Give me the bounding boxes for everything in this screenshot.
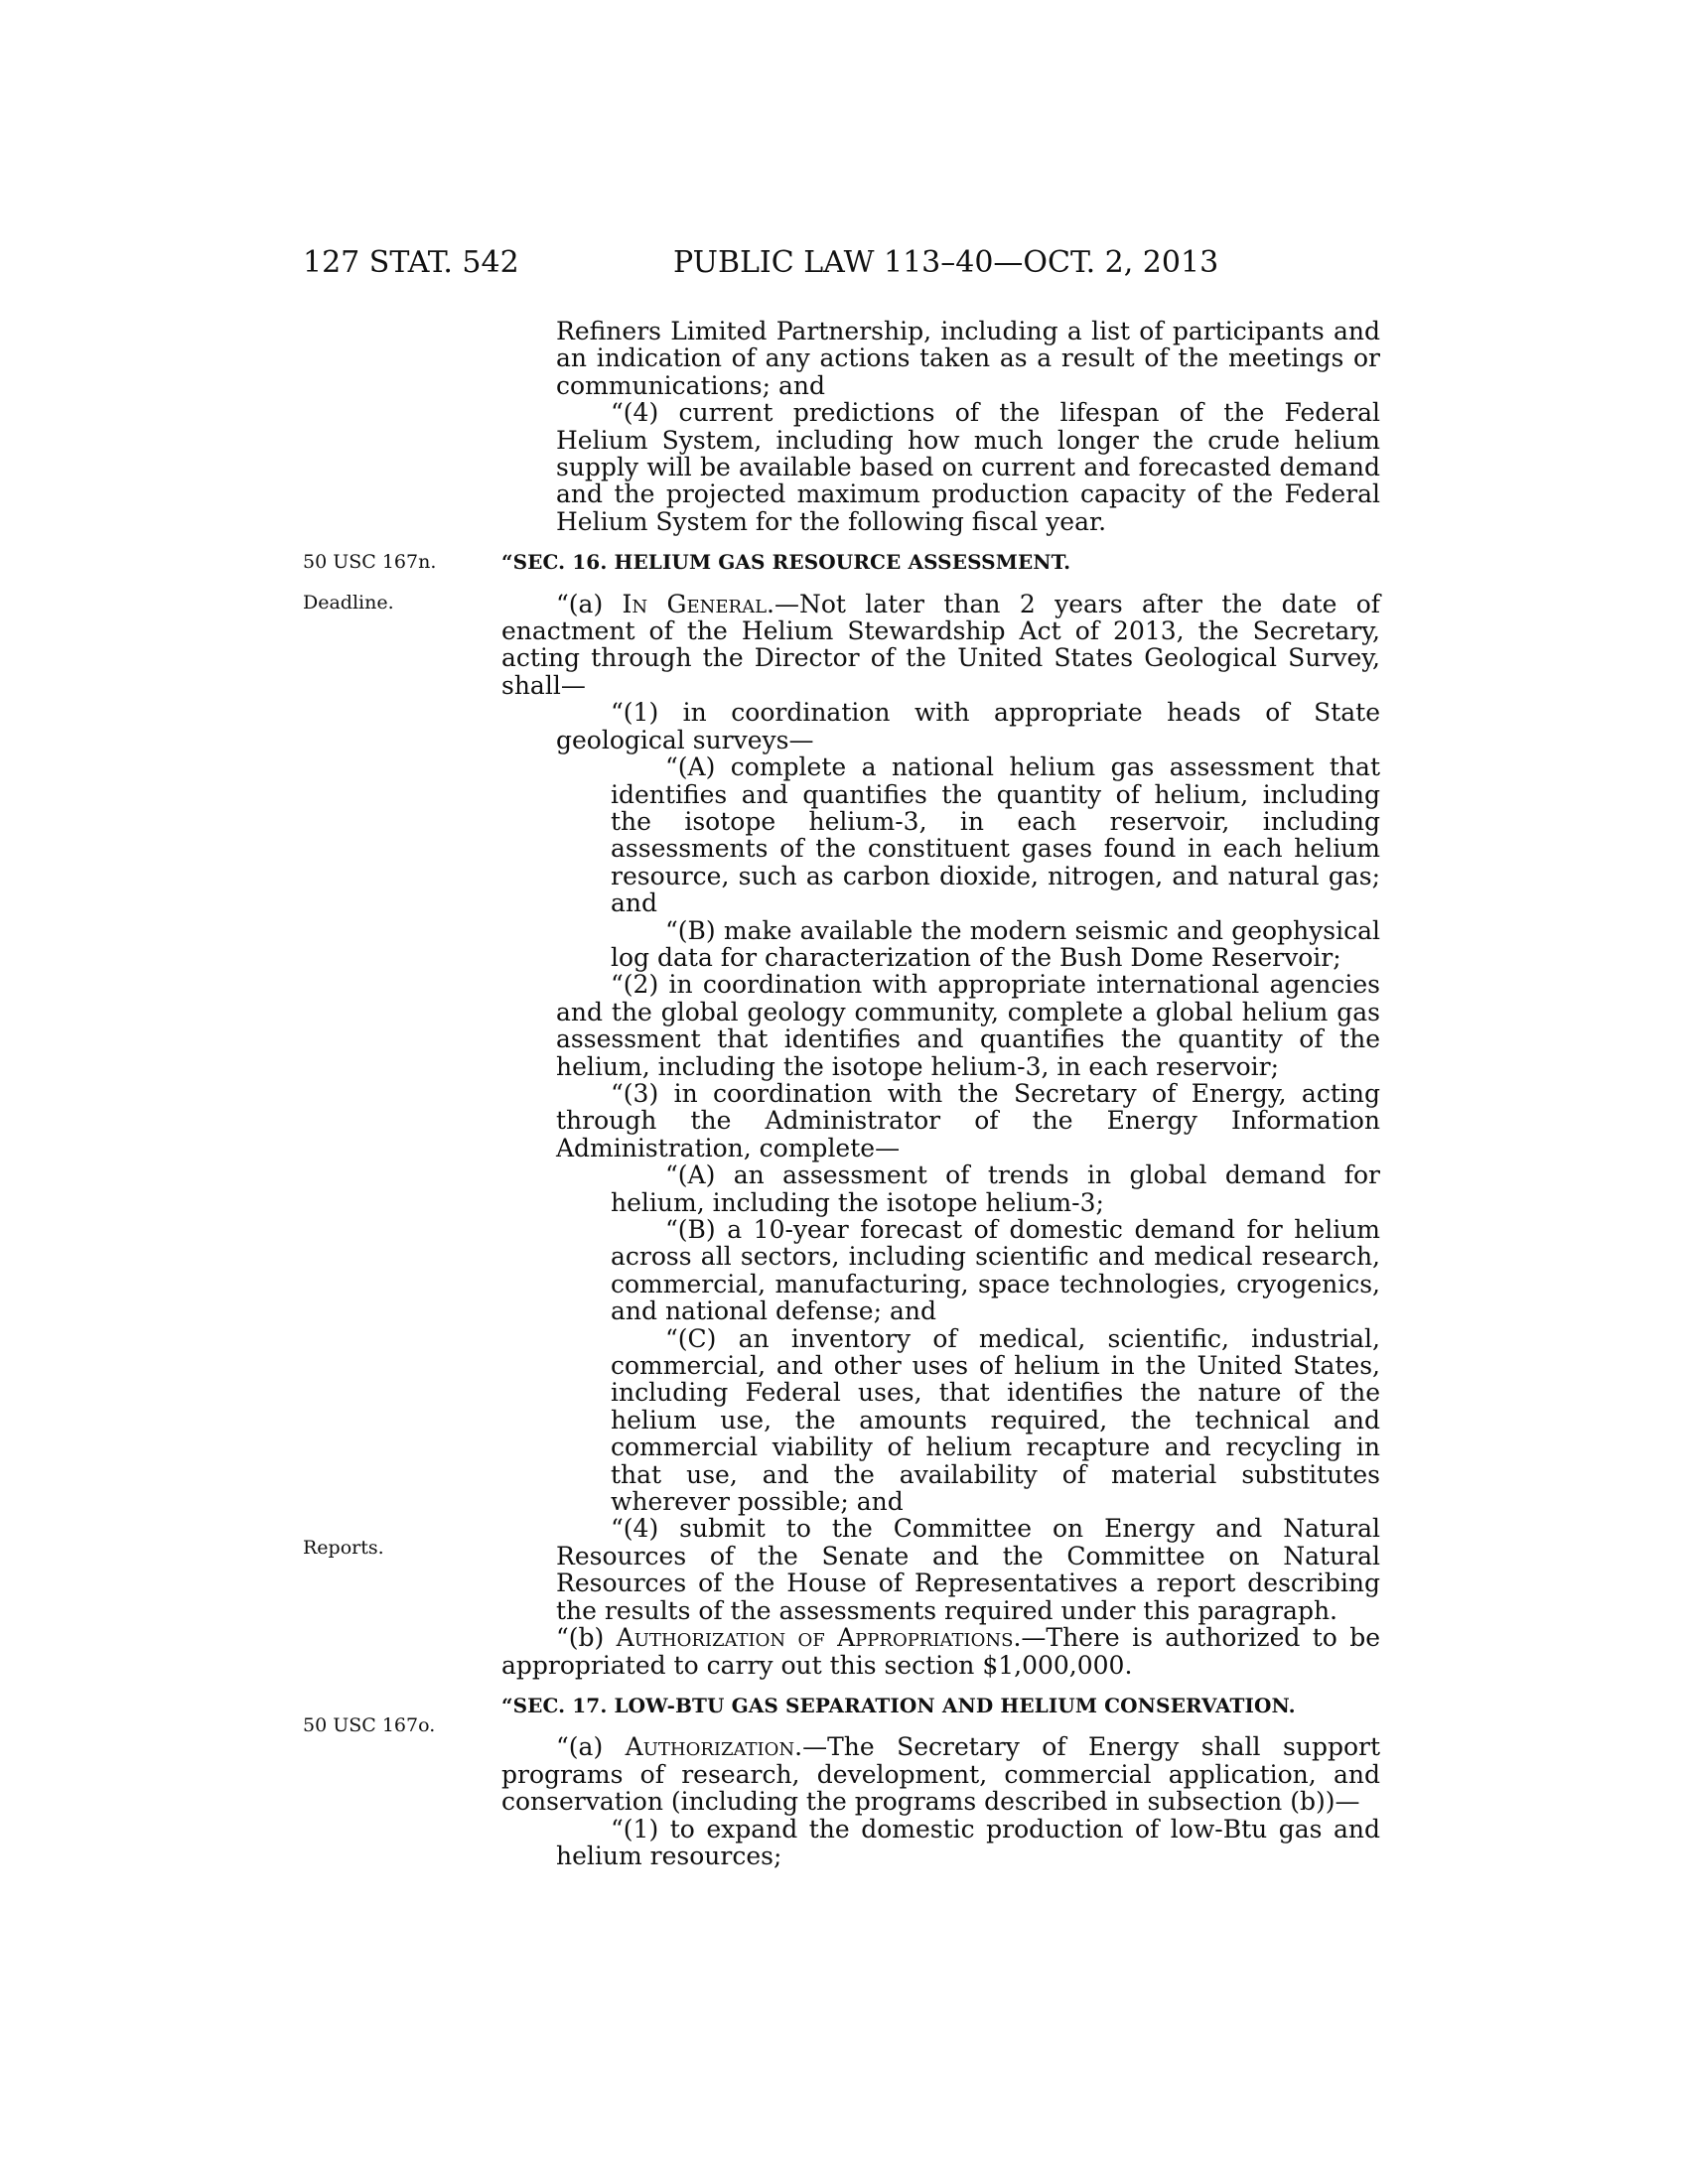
running-header: PUBLIC LAW 113–40—OCT. 2, 2013 bbox=[673, 245, 1219, 280]
paragraph-a4: “(4) submit to the Committee on Energy and Natural Resources of the Senate and the Committee on Natural Resources of the House of Representatives a report describing the results of the assessments required under this paragraph. bbox=[556, 1514, 1380, 1625]
section-17-paragraph-a1: “(1) to expand the domestic production of low-Btu gas and helium resources; bbox=[556, 1814, 1380, 1870]
section-17-a-heading: Authorization bbox=[625, 1732, 795, 1762]
margin-note-usc-167o: 50 USC 167o. bbox=[303, 1714, 436, 1736]
subsection-b-heading: Authorization of Appropriations bbox=[616, 1623, 1014, 1653]
paragraph-4: “(4) current predictions of the lifespan of the Federal Helium System, including how much longer the crude helium supply will be available based on current and forecasted demand and the projected maximum production capacity of the Federal Helium System for the following fiscal year. bbox=[556, 398, 1380, 536]
subparagraph-a1A: “(A) complete a national helium gas assessment that identifies and quantifies the quantity of helium, including the isotope helium-3, in each reservoir, including assessments of the constituent gases found in each helium resource, such as carbon dioxide, nitrogen, and natural gas; and bbox=[611, 752, 1380, 918]
margin-note-usc-167n: 50 USC 167n. bbox=[303, 551, 437, 573]
subparagraph-a3C: “(C) an inventory of medical, scientific, industrial, commercial, and other uses of helium in the United States, including Federal uses, that identifies the nature of the helium use, the amounts required, the technical and commercial viability of helium recapture and recycling in that use, and the availability of material substitutes wherever possible; and bbox=[611, 1323, 1380, 1517]
section-17-a-text: .—The Secretary of Energy shall support programs of research, development, commercial application, and conservation (including the programs described in subsection (b))— bbox=[501, 1732, 1380, 1817]
section-17-heading: “SEC. 17. LOW-BTU GAS SEPARATION AND HELIUM CONSERVATION. bbox=[501, 1693, 1296, 1717]
subsection-a-heading: In General bbox=[622, 589, 768, 618]
paragraph-a1: “(1) in coordination with appropriate heads of State geological surveys— bbox=[556, 698, 1380, 754]
margin-note-deadline: Deadline. bbox=[303, 592, 394, 614]
statute-page-number: 127 STAT. 542 bbox=[303, 245, 519, 280]
subsection-b-prefix: “(b) bbox=[556, 1623, 617, 1653]
body-text bbox=[501, 318, 1380, 1869]
subparagraph-a1B: “(B) make available the modern seismic and geophysical log data for characterization of the Bush Dome Reservoir; bbox=[611, 915, 1380, 972]
paragraph-continuation: Refiners Limited Partnership, including a list of participants and an indication of any actions taken as a result of the meetings or communications; and bbox=[556, 317, 1380, 400]
subsection-a bbox=[501, 591, 1380, 700]
subsection-b-text: .—There is authorized to be appropriated to carry out this section $1,000,000. bbox=[501, 1623, 1380, 1680]
subparagraph-a3A: “(A) an assessment of trends in global demand for helium, including the isotope helium-3; bbox=[611, 1160, 1380, 1217]
subsection-b bbox=[501, 1624, 1380, 1679]
margin-note-reports: Reports. bbox=[303, 1537, 384, 1559]
paragraph-a3: “(3) in coordination with the Secretary of Energy, acting through the Administrator of the Energy Information Administration, complete— bbox=[556, 1078, 1380, 1162]
paragraph-a2: “(2) in coordination with appropriate international agencies and the global geology community, complete a global helium gas assessment that identifies and quantifies the quantity of the helium, including the isotope helium-3, in each reservoir; bbox=[556, 970, 1380, 1081]
section-17-subsection-a bbox=[501, 1733, 1380, 1815]
subsection-a-prefix: “(a) bbox=[556, 589, 623, 618]
subsection-a-text: .—Not later than 2 years after the date of enactment of the Helium Stewardship Act of 2013, the Secretary, acting through the Director of the United States Geological Survey, shall— bbox=[501, 589, 1381, 700]
subparagraph-a3B: “(B) a 10-year forecast of domestic demand for helium across all sectors, including scientific and medical research, commercial, manufacturing, space technologies, cryogenics, and national defense; and bbox=[611, 1215, 1380, 1326]
section-17-a-prefix: “(a) bbox=[556, 1732, 626, 1762]
section-16-heading: “SEC. 16. HELIUM GAS RESOURCE ASSESSMENT. bbox=[501, 550, 1071, 575]
